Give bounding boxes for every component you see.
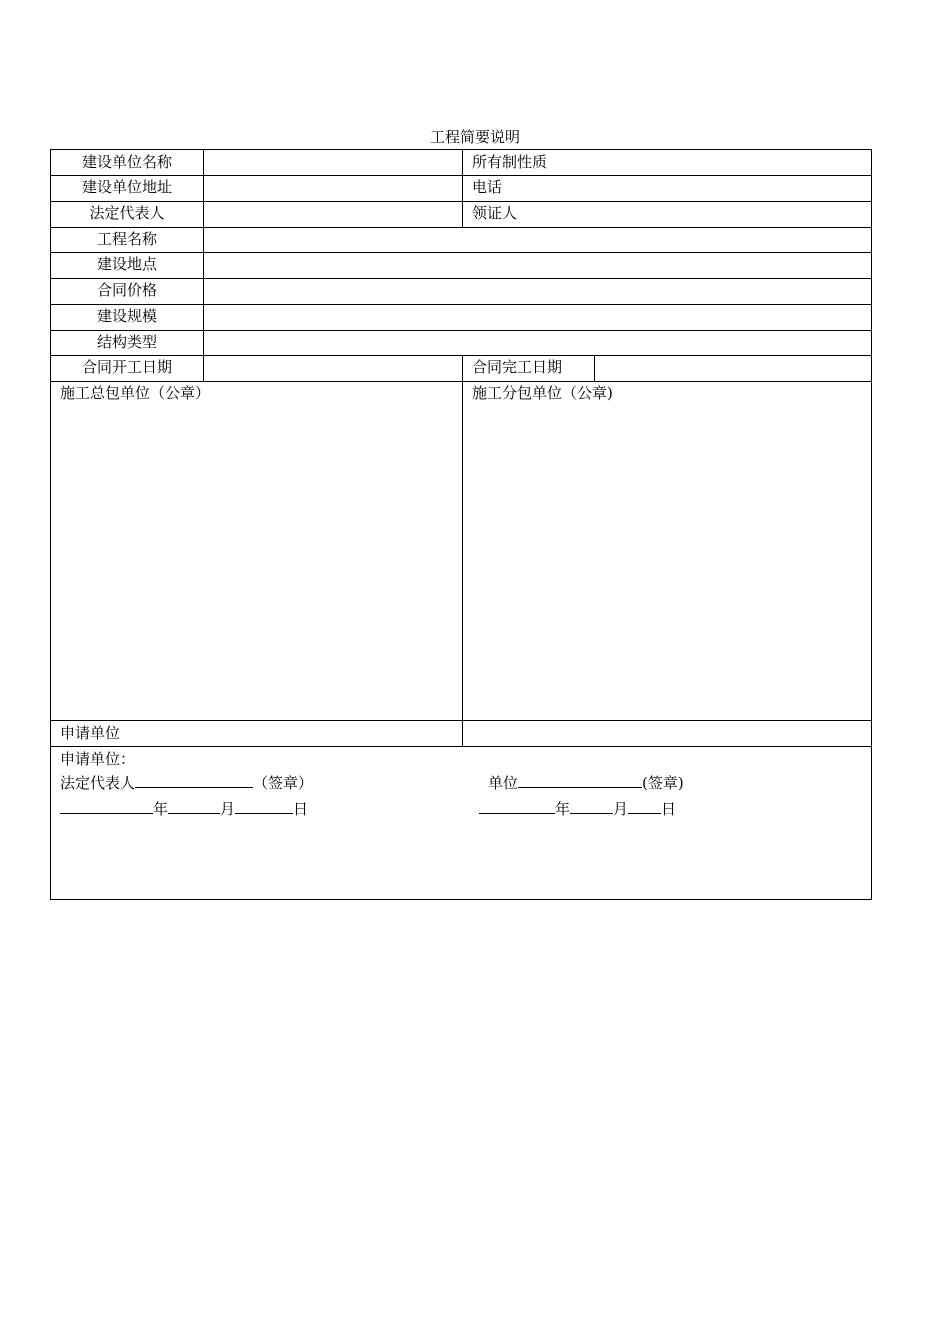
signature-unit-line [488, 771, 684, 796]
year-label-right: 年 [555, 800, 571, 818]
signature-seal-right: (签章) [642, 774, 684, 792]
label-contract-end-date: 合同完工日期 [472, 358, 563, 376]
label-contract-start-date: 合同开工日期 [81, 358, 172, 376]
month-label-right: 月 [613, 800, 629, 818]
label-owner-name: 建设单位名称 [81, 153, 172, 171]
project-summary-form [50, 149, 872, 900]
field-project-name[interactable] [204, 227, 872, 252]
label-legal-rep: 法定代表人 [89, 204, 165, 222]
label-construction-scale: 建设规模 [96, 307, 157, 325]
label-general-contractor: 施工总包单位（公章） [60, 384, 211, 402]
label-applicant-unit: 申请单位 [60, 724, 121, 742]
label-certificate-receiver: 领证人 [472, 204, 518, 222]
signature-unit-label: 单位 [488, 774, 519, 792]
day-blank-left[interactable] [235, 799, 293, 814]
month-blank-left[interactable] [168, 799, 220, 814]
legal-rep-signature-blank[interactable] [135, 773, 253, 788]
label-subcontractor: 施工分包单位（公章) [472, 384, 613, 402]
signature-legal-rep-label: 法定代表人 [60, 774, 136, 792]
label-ownership-nature: 所有制性质 [472, 153, 548, 171]
field-contract-end-date[interactable] [595, 355, 872, 380]
label-contract-price: 合同价格 [96, 281, 157, 299]
row-divider [51, 746, 871, 747]
unit-signature-blank[interactable] [518, 773, 642, 788]
middle-column-divider [462, 150, 463, 227]
field-owner-address[interactable] [204, 175, 462, 200]
year-blank-right[interactable] [479, 799, 555, 814]
label-owner-address: 建设单位地址 [81, 178, 172, 196]
signature-legal-rep-line [60, 771, 313, 796]
signature-date-right [479, 797, 676, 822]
label-construction-site: 建设地点 [96, 255, 157, 273]
field-applicant-unit[interactable] [463, 721, 872, 746]
form-title: 工程简要说明 [429, 128, 520, 146]
month-label-left: 月 [220, 800, 236, 818]
day-blank-right[interactable] [628, 799, 661, 814]
signature-seal-left: （签章） [253, 774, 314, 792]
year-label-left: 年 [153, 800, 169, 818]
middle-column-divider [462, 355, 463, 746]
day-label-right: 日 [661, 800, 677, 818]
signature-date-left [60, 797, 308, 822]
field-contract-price[interactable] [204, 278, 872, 303]
field-construction-scale[interactable] [204, 304, 872, 329]
field-construction-site[interactable] [204, 252, 872, 277]
field-legal-rep[interactable] [204, 201, 462, 226]
signature-applicant-label: 申请单位： [60, 750, 136, 768]
month-blank-right[interactable] [570, 799, 613, 814]
label-project-name: 工程名称 [96, 230, 157, 248]
day-label-left: 日 [293, 800, 309, 818]
field-owner-name[interactable] [204, 150, 462, 175]
label-structure-type: 结构类型 [96, 333, 157, 351]
field-structure-type[interactable] [204, 330, 872, 355]
year-blank-left[interactable] [60, 799, 153, 814]
field-contract-start-date[interactable] [204, 355, 462, 380]
label-phone: 电话 [472, 178, 503, 196]
